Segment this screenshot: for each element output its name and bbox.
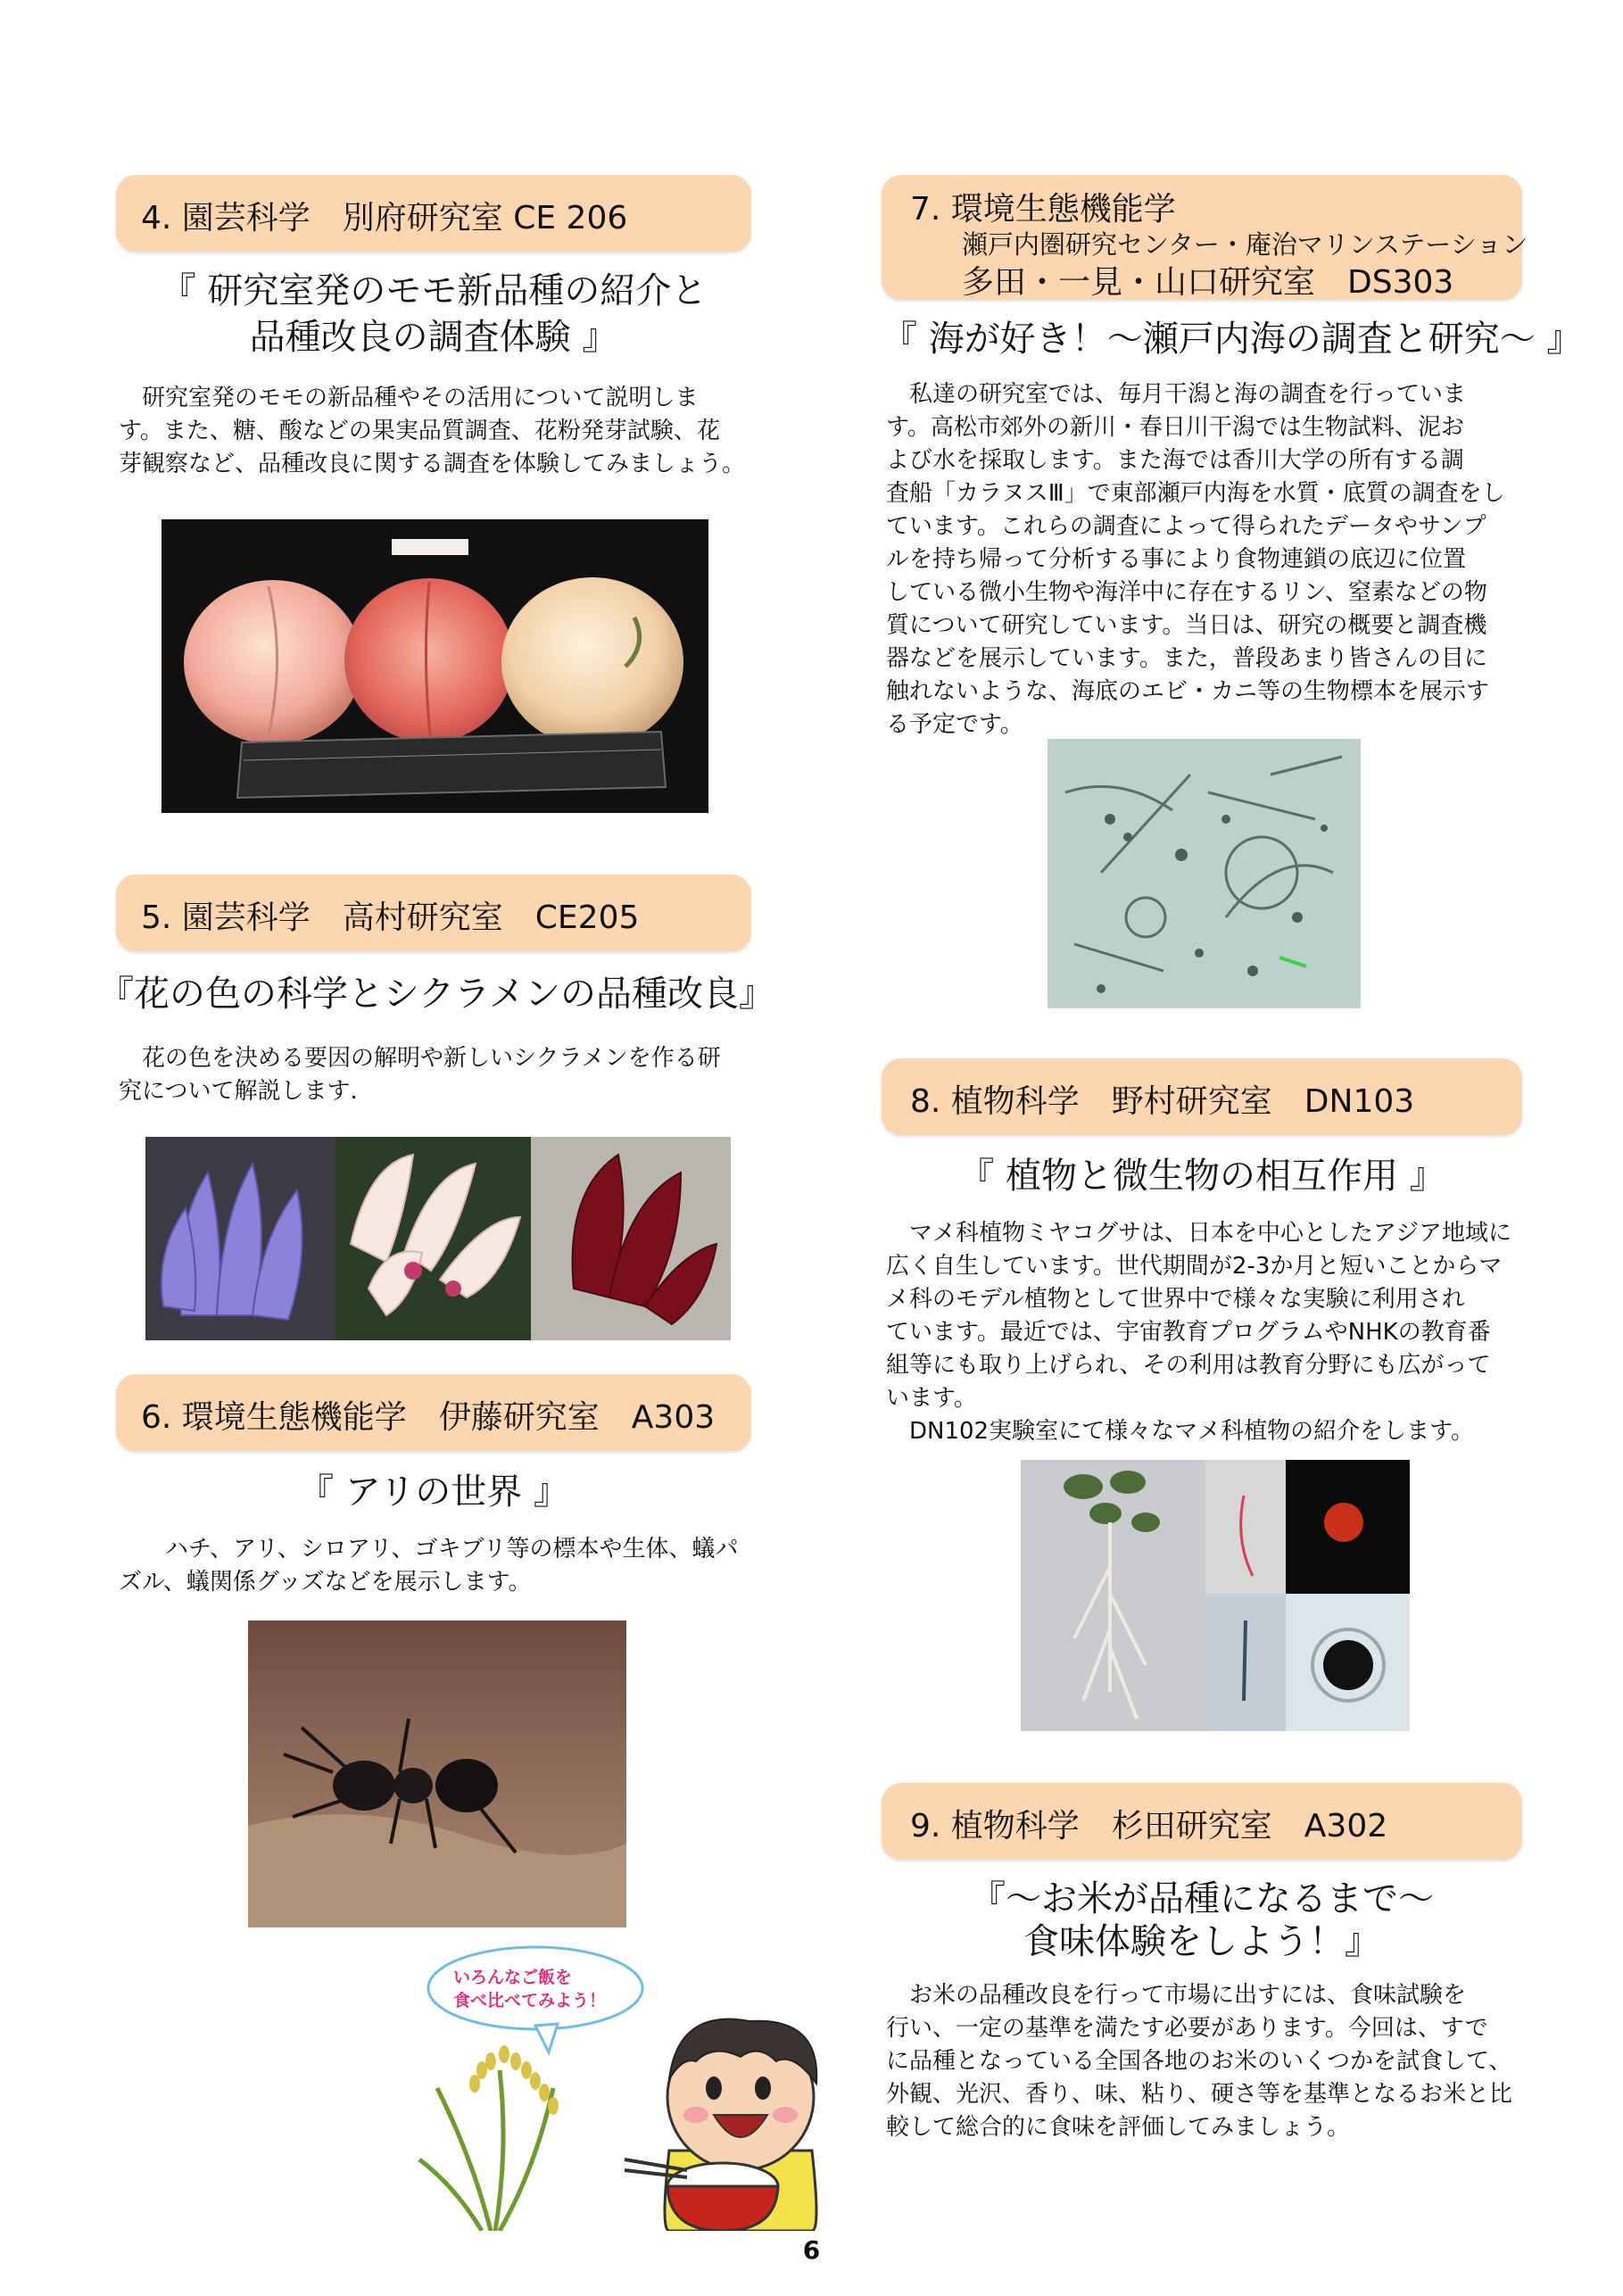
- section-8-body-line: います。: [886, 1385, 977, 1412]
- section-6-title: 『 アリの世界 』: [298, 1471, 569, 1513]
- bubble-text-line1: いろんなご飯を: [453, 1968, 573, 1987]
- section-8-body-line: 組等にも取り上げられ、その利用は教育分野にも広がって: [886, 1352, 1491, 1379]
- section-9-header: [882, 1783, 1522, 1860]
- section-4-body-line: す。また、糖、酸などの果実品質調査、花粉発芽試験、花: [119, 418, 720, 444]
- plankton-micrograph: [1047, 739, 1361, 1008]
- lotus-plant-photo: [1021, 1460, 1410, 1731]
- section-7-body-line: 触れないような、海底のエビ・カニ等の生物標本を展示す: [886, 678, 1490, 705]
- section-7-header-line3: 多田・一見・山口研究室 DS303: [962, 264, 1454, 301]
- section-4-header: [116, 175, 751, 252]
- section-6-header: [116, 1374, 751, 1451]
- section-7-body-line: す。高松市郊外の新川・春日川干潟では生物試料、泥お: [886, 414, 1464, 441]
- section-7-body-line: している微小生物や海洋中に存在するリン、窒素などの物: [886, 579, 1487, 606]
- section-4-body: [119, 382, 779, 481]
- cyclamen-photo: [145, 1137, 731, 1340]
- section-8-header-text: 8. 植物科学 野村研究室 DN103: [910, 1083, 1415, 1120]
- section-7-body-line: ルを持ち帰って分析する事により食物連鎖の底辺に位置: [886, 546, 1467, 573]
- section-5-header-text: 5. 園芸科学 高村研究室 CE205: [141, 899, 640, 936]
- section-7-body-line: る予定です。: [886, 711, 1023, 738]
- section-9-body-line: お米の品種改良を行って市場に出すには、食味試験を: [886, 1982, 1467, 2009]
- section-4-body-line: 研究室発のモモの新品種やその活用について説明しま: [119, 385, 699, 411]
- section-8-body-line: ています。最近では、宇宙教育プログラムやNHKの教育番: [886, 1319, 1491, 1346]
- section-7-header-line1: 7. 環境生態機能学: [910, 191, 1176, 228]
- section-5-title: 『花の色の科学とシクラメンの品種改良』: [98, 974, 774, 1015]
- section-5-header: [116, 874, 751, 951]
- section-4-body-line: 芽観察など、品種改良に関する調査を体験してみましょう。: [119, 451, 746, 477]
- section-8-body: [886, 1217, 1546, 1448]
- section-9-title-line2: 食味体験をしよう！』: [1023, 1921, 1380, 1962]
- section-6-body-line: ハチ、アリ、シロアリ、ゴキブリ等の標本や生体、蟻パ: [119, 1536, 739, 1562]
- ant-photo: [248, 1620, 626, 1927]
- section-7-body-line: 質について研究しています。当日は、研究の概要と調査機: [886, 612, 1487, 639]
- section-5-body: [119, 1042, 779, 1108]
- section-4-title-line1: 『 研究室発のモモ新品種の紹介と: [160, 270, 708, 311]
- section-7-body-line: 器などを展示しています。また，普段あまり皆さんの目に: [886, 645, 1487, 672]
- section-7-body: [886, 378, 1546, 742]
- section-5-body-line: 究について解説します.: [119, 1078, 358, 1105]
- section-8-body-line: メ科のモデル植物として世界中で様々な実験に利用され: [886, 1286, 1465, 1313]
- section-6-body: [119, 1533, 779, 1599]
- section-9-title-line1: 『～お米が品種になるまで～: [970, 1878, 1434, 1919]
- bubble-text-line2: 食べ比べてみよう！: [453, 1991, 607, 2010]
- section-8-body-line: マメ科植物ミヤコグサは、日本を中心としたアジア地域に: [886, 1220, 1511, 1247]
- section-7-header-line2: 瀬戸内圏研究センター・庵治マリンステーション: [962, 229, 1528, 260]
- section-8-title: 『 植物と微生物の相互作用 』: [958, 1156, 1445, 1197]
- section-9-body-line: に品種となっている全国各地のお米のいくつかを試食して、: [886, 2048, 1512, 2075]
- section-7-body-line: 私達の研究室では、毎月干潟と海の調査を行っていま: [886, 381, 1467, 408]
- section-9-body-line: 行い、一定の基準を満たす必要があります。今回は、すで: [886, 2015, 1488, 2042]
- section-4-header-text: 4. 園芸科学 別府研究室 CE 206: [141, 200, 628, 236]
- section-7-body-line: よび水を採取します。また海では香川大学の所有する調: [886, 447, 1464, 474]
- section-6-body-line: ズル、蟻関係グッズなどを展示します。: [119, 1569, 532, 1596]
- section-7-title: 『 海が好き！～瀬戸内海の調査と研究～ 』: [882, 319, 1583, 360]
- section-9-body: [886, 1979, 1546, 2144]
- section-4-title-line2: 品種改良の調査体験 』: [249, 317, 618, 358]
- section-7-header: [882, 175, 1528, 301]
- section-5-body-line: 花の色を決める要因の解明や新しいシクラメンを作る研: [119, 1045, 721, 1072]
- section-8-header: [882, 1058, 1522, 1135]
- section-8-body-line: DN102実験室にて様々なマメ科植物の紹介をします。: [886, 1418, 1475, 1445]
- section-9-header-text: 9. 植物科学 杉田研究室 A302: [910, 1808, 1388, 1844]
- rice-boy-illustration: [402, 1936, 865, 2231]
- section-9-body-line: 較して総合的に食味を評価してみましょう。: [886, 2114, 1351, 2141]
- peach-photo: [161, 519, 708, 813]
- section-6-header-text: 6. 環境生態機能学 伊藤研究室 A303: [141, 1399, 716, 1436]
- section-9-body-line: 外観、光沢、香り、味、粘り、硬さ等を基準となるお米と比: [886, 2081, 1513, 2108]
- section-8-body-line: 広く自生しています。世代期間が2-3か月と短いことからマ: [886, 1253, 1503, 1280]
- page-number: 6: [802, 2235, 821, 2265]
- section-7-body-line: 査船「カラヌスⅢ」で東部瀬戸内海を水質・底質の調査をし: [886, 480, 1505, 507]
- section-7-body-line: ています。これらの調査によって得られたデータやサンプ: [886, 513, 1486, 540]
